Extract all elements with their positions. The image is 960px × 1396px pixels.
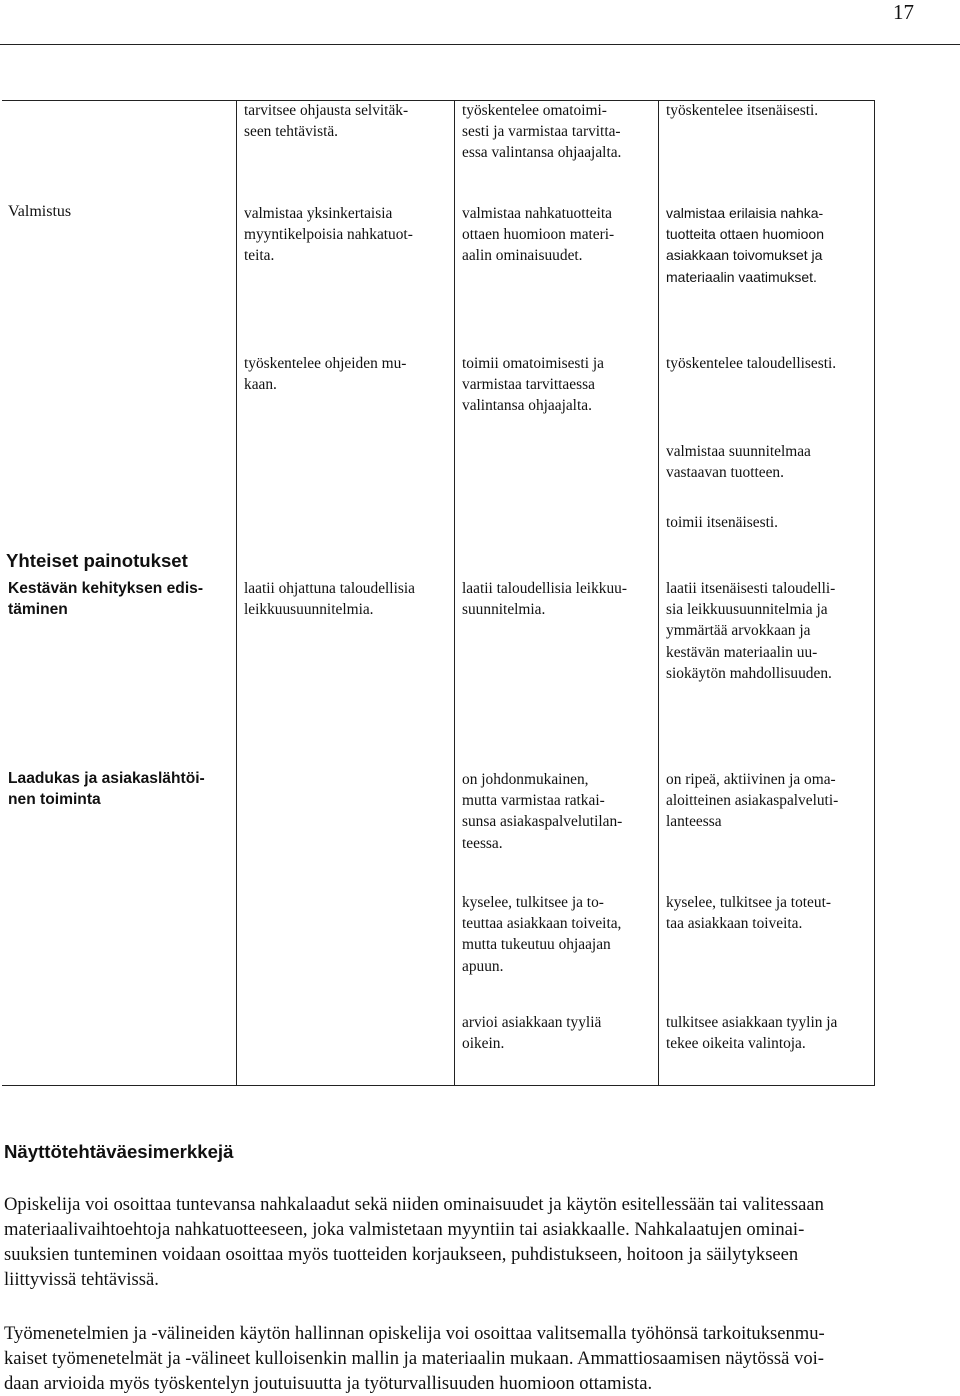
table-cell: toimii omatoimisesti ja varmistaa tarvittaessa valintansa ohjaajalta. <box>462 355 604 415</box>
header-rule <box>0 44 960 45</box>
row-label-sustainability: Kestävän kehityksen edis- täminen <box>8 580 204 618</box>
column-divider <box>454 100 455 1086</box>
table-cell: työskentelee taloudellisesti. <box>666 355 837 372</box>
table-cell: valmistaa nahkatuotteita ottaen huomioon materi- aalin ominaisuudet. <box>462 205 615 265</box>
table-cell: kyselee, tulkitsee ja to- teuttaa asiakkaan toiveita, mutta tukeutuu ohjaajan apuun. <box>462 894 622 975</box>
table-cell: kyselee, tulkitsee ja toteut- taa asiakkaan toiveita. <box>666 894 831 933</box>
example-heading: Näyttötehtäväesimerkkejä <box>4 1141 234 1162</box>
table-cell: arvioi asiakkaan tyyliä oikein. <box>462 1014 602 1053</box>
table-cell: tulkitsee asiakkaan tyylin ja tekee oikeita valintoja. <box>666 1014 838 1053</box>
row-label-valmistus: Valmistus <box>8 203 72 220</box>
table-cell: työskentelee ohjeiden mu- kaan. <box>244 355 407 394</box>
table-cell: laatii ohjattuna taloudellisia leikkuusuunnitelmia. <box>244 580 415 619</box>
section-heading: Yhteiset painotukset <box>6 550 188 571</box>
table-cell: on johdonmukainen, mutta varmistaa ratkai- sunsa asiakaspalvelutilan- teessa. <box>462 771 623 852</box>
table-cell: on ripeä, aktiivinen ja oma- aloitteinen asiakaspalveluti- lanteessa <box>666 771 839 831</box>
table-cell: valmistaa yksinkertaisia myyntikelpoisia nahkatuot- teita. <box>244 205 413 265</box>
example-paragraph: Työmenetelmien ja -välineiden käytön hallinnan opiskelija voi osoittaa valitsemalla työhönsä tarkoituksenmu- kaiset työmenetelmät ja -välineet kulloisenkin mallin ja materiaalin mukaan. Ammattiosaamisen näytössä voi- daan arvioida myös työskentelyn joutuisuutta ja työturvallisuuden huomioon ottamista. <box>4 1323 825 1394</box>
table-cell: valmistaa suunnitelmaa vastaavan tuotteen. <box>666 443 811 482</box>
table-cell: laatii taloudellisia leikkuu- suunnitelmia. <box>462 580 627 619</box>
table-cell: toimii itsenäisesti. <box>666 514 779 531</box>
table-cell: työskentelee omatoimi- sesti ja varmistaa tarvitta- essa valintansa ohjaajalta. <box>462 102 622 162</box>
page-number: 17 <box>893 0 914 24</box>
row-label-quality: Laadukas ja asiakaslähtöi- nen toiminta <box>8 770 205 808</box>
column-divider <box>658 100 659 1086</box>
table-cell: laatii itsenäisesti taloudelli- sia leikkuusuunnitelmia ja ymmärtää arvokkaan ja kestävän materiaalin uu- siokäytön mahdollisuuden. <box>666 580 836 682</box>
example-paragraph: Opiskelija voi osoittaa tuntevansa nahkalaadut sekä niiden ominaisuudet ja käytön esitellessään tai valitessaan materiaalivaihtoehtoja nahkatuotteeseen, joka valmistetaan myyntiin tai asiakkaalle. Nahkalaatujen ominai- suuksien tunteminen voidaan osoittaa myös tuotteiden korjaukseen, puhdistukseen, hoitoon ja säilytykseen liittyvissä tehtävissä. <box>4 1194 824 1290</box>
table-cell: työskentelee itsenäisesti. <box>666 102 819 119</box>
table-cell: valmistaa erilaisia nahka- tuotteita ottaen huomioon asiakkaan toivomukset ja materiaalin vaatimukset. <box>666 205 825 285</box>
table-cell: tarvitsee ohjausta selvitäk- seen tehtävistä. <box>244 102 409 141</box>
column-divider <box>236 100 237 1086</box>
